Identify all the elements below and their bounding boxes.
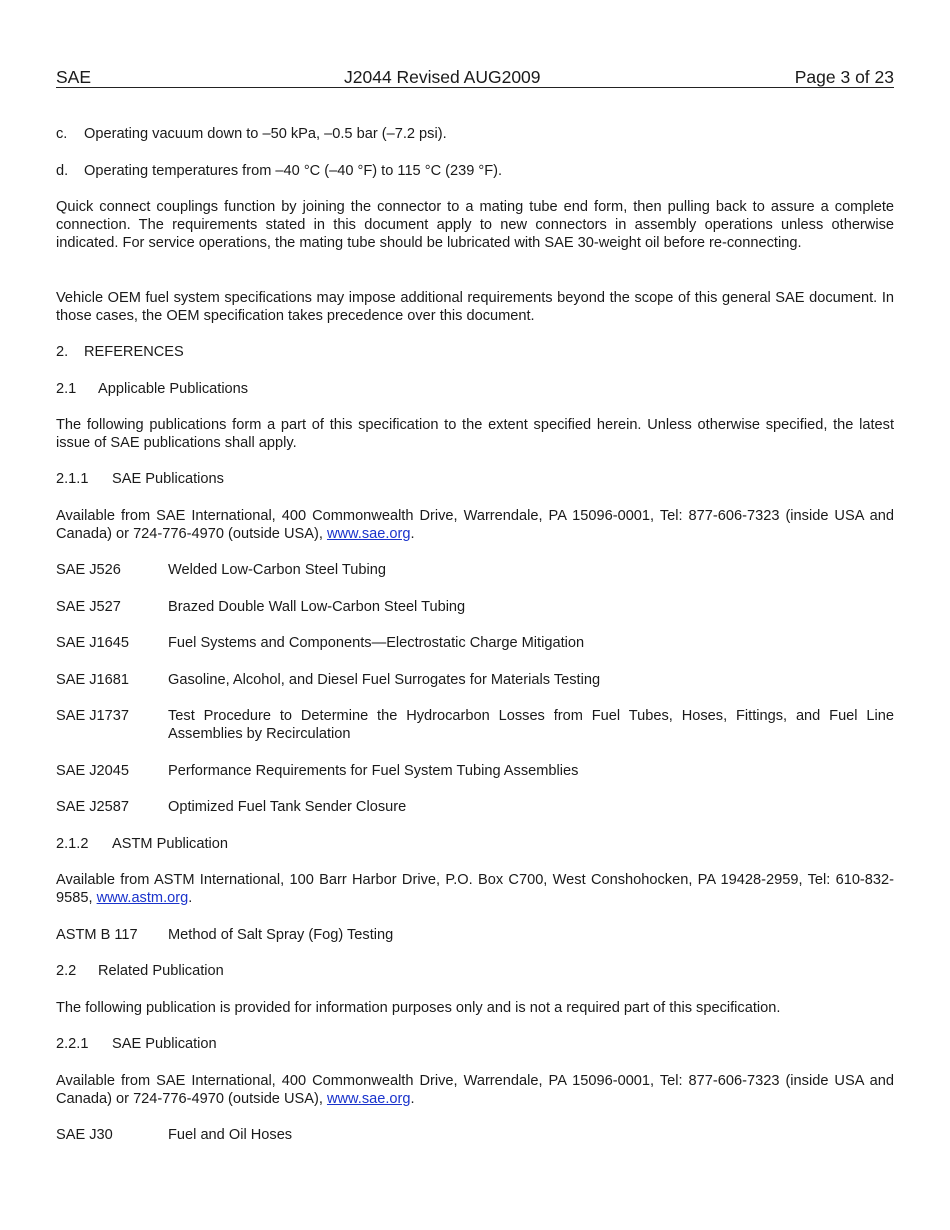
reference-code: SAE J1645 <box>56 635 130 651</box>
reference-code: SAE J1681 <box>56 672 130 688</box>
heading-title: Related Publication <box>98 963 224 979</box>
heading-title: Applicable Publications <box>98 381 249 397</box>
heading-applicable-publications <box>56 380 894 398</box>
sae-website-link[interactable]: www.sae.org <box>326 526 411 542</box>
heading-number: 2.2.1 <box>56 1036 89 1052</box>
reference-title: Fuel Systems and Components—Electrostatic Charge Mitigation <box>168 635 585 651</box>
list-item <box>56 162 894 180</box>
heading-title: SAE Publications <box>112 471 224 487</box>
list-text: Operating temperatures from –40 °C (–40 °F) to 115 °C (239 °F). <box>84 163 503 179</box>
header-doc-id: J2044 Revised AUG2009 <box>344 67 541 87</box>
page-header <box>56 67 894 88</box>
list-marker: d. <box>56 163 69 179</box>
availability-text: Available from SAE International, 400 Commonwealth Drive, Warrendale, PA 15096-0001, Tel: 877-606-7323 (inside USA and Canada) or 724-776-4970 (outside USA), <box>56 1073 894 1107</box>
reference-title: Test Procedure to Determine the Hydrocarbon Losses from Fuel Tubes, Hoses, Fittings, and Fuel Line Assemblies by Recirculation <box>168 708 894 742</box>
reference-title: Welded Low-Carbon Steel Tubing <box>168 562 386 578</box>
paragraph-applicable-intro: The following publications form a part of this specification to the extent specified herein. Unless otherwise specified, the latest issue of SAE publications shall apply. <box>56 417 894 451</box>
list-marker: c. <box>56 126 68 142</box>
reference-title: Gasoline, Alcohol, and Diesel Fuel Surrogates for Materials Testing <box>168 672 601 688</box>
list-item <box>56 125 894 143</box>
heading-astm-publication <box>56 835 894 853</box>
reference-title: Optimized Fuel Tank Sender Closure <box>168 799 407 815</box>
heading-title: REFERENCES <box>84 344 184 360</box>
heading-title: ASTM Publication <box>112 836 228 852</box>
reference-code: SAE J2587 <box>56 799 130 815</box>
reference-code: SAE J2045 <box>56 763 130 779</box>
heading-references <box>56 343 894 361</box>
header-page-number: Page 3 of 23 <box>794 67 894 87</box>
period: . <box>410 526 415 542</box>
sae-website-link[interactable]: www.sae.org <box>326 1091 411 1107</box>
paragraph-quick-connect: Quick connect couplings function by joining the connector to a mating tube end form, then pulling back to assure a complete connection. The requirements stated in this document apply to new connectors in assembly operations unless otherwise indicated. For service operations, the mating tube should be lubricated with SAE 30-weight oil before re-connecting. <box>56 199 894 251</box>
reference-code: SAE J526 <box>56 562 121 578</box>
reference-title: Method of Salt Spray (Fog) Testing <box>168 927 394 943</box>
heading-number: 2.1 <box>56 381 77 397</box>
heading-number: 2.1.1 <box>56 471 89 487</box>
reference-title: Fuel and Oil Hoses <box>168 1127 293 1143</box>
heading-sae-publication <box>56 1035 894 1053</box>
heading-related-publication <box>56 962 894 980</box>
heading-number: 2.1.2 <box>56 836 89 852</box>
reference-title: Brazed Double Wall Low-Carbon Steel Tubing <box>168 599 466 615</box>
heading-number: 2. <box>56 344 69 360</box>
reference-title: Performance Requirements for Fuel System Tubing Assemblies <box>168 763 579 779</box>
paragraph-oem: Vehicle OEM fuel system specifications may impose additional requirements beyond the scope of this general SAE document. In those cases, the OEM specification takes precedence over this document. <box>56 290 894 324</box>
paragraph-related-intro: The following publication is provided for information purposes only and is not a required part of this specification. <box>56 1000 781 1016</box>
availability-text: Available from SAE International, 400 Commonwealth Drive, Warrendale, PA 15096-0001, Tel: 877-606-7323 (inside USA and Canada) or 724-776-4970 (outside USA), <box>56 508 894 542</box>
heading-sae-publications <box>56 470 894 488</box>
reference-code: SAE J527 <box>56 599 121 615</box>
heading-title: SAE Publication <box>112 1036 217 1052</box>
reference-code: SAE J1737 <box>56 708 130 724</box>
period: . <box>188 890 193 906</box>
paragraph-sae-availability-2 <box>56 1072 894 1108</box>
period: . <box>410 1091 415 1107</box>
heading-number: 2.2 <box>56 963 77 979</box>
astm-website-link[interactable]: www.astm.org <box>96 890 189 906</box>
availability-text: Available from ASTM International, 100 Barr Harbor Drive, P.O. Box C700, West Conshohocken, PA 19428-2959, Tel: 610-832-9585, <box>56 872 894 906</box>
reference-code: SAE J30 <box>56 1127 113 1143</box>
paragraph-astm-availability <box>56 871 894 907</box>
header-org: SAE <box>56 67 92 87</box>
paragraph-sae-availability <box>56 507 894 543</box>
list-text: Operating vacuum down to –50 kPa, –0.5 bar (–7.2 psi). <box>84 126 447 142</box>
reference-code: ASTM B 117 <box>56 927 138 943</box>
